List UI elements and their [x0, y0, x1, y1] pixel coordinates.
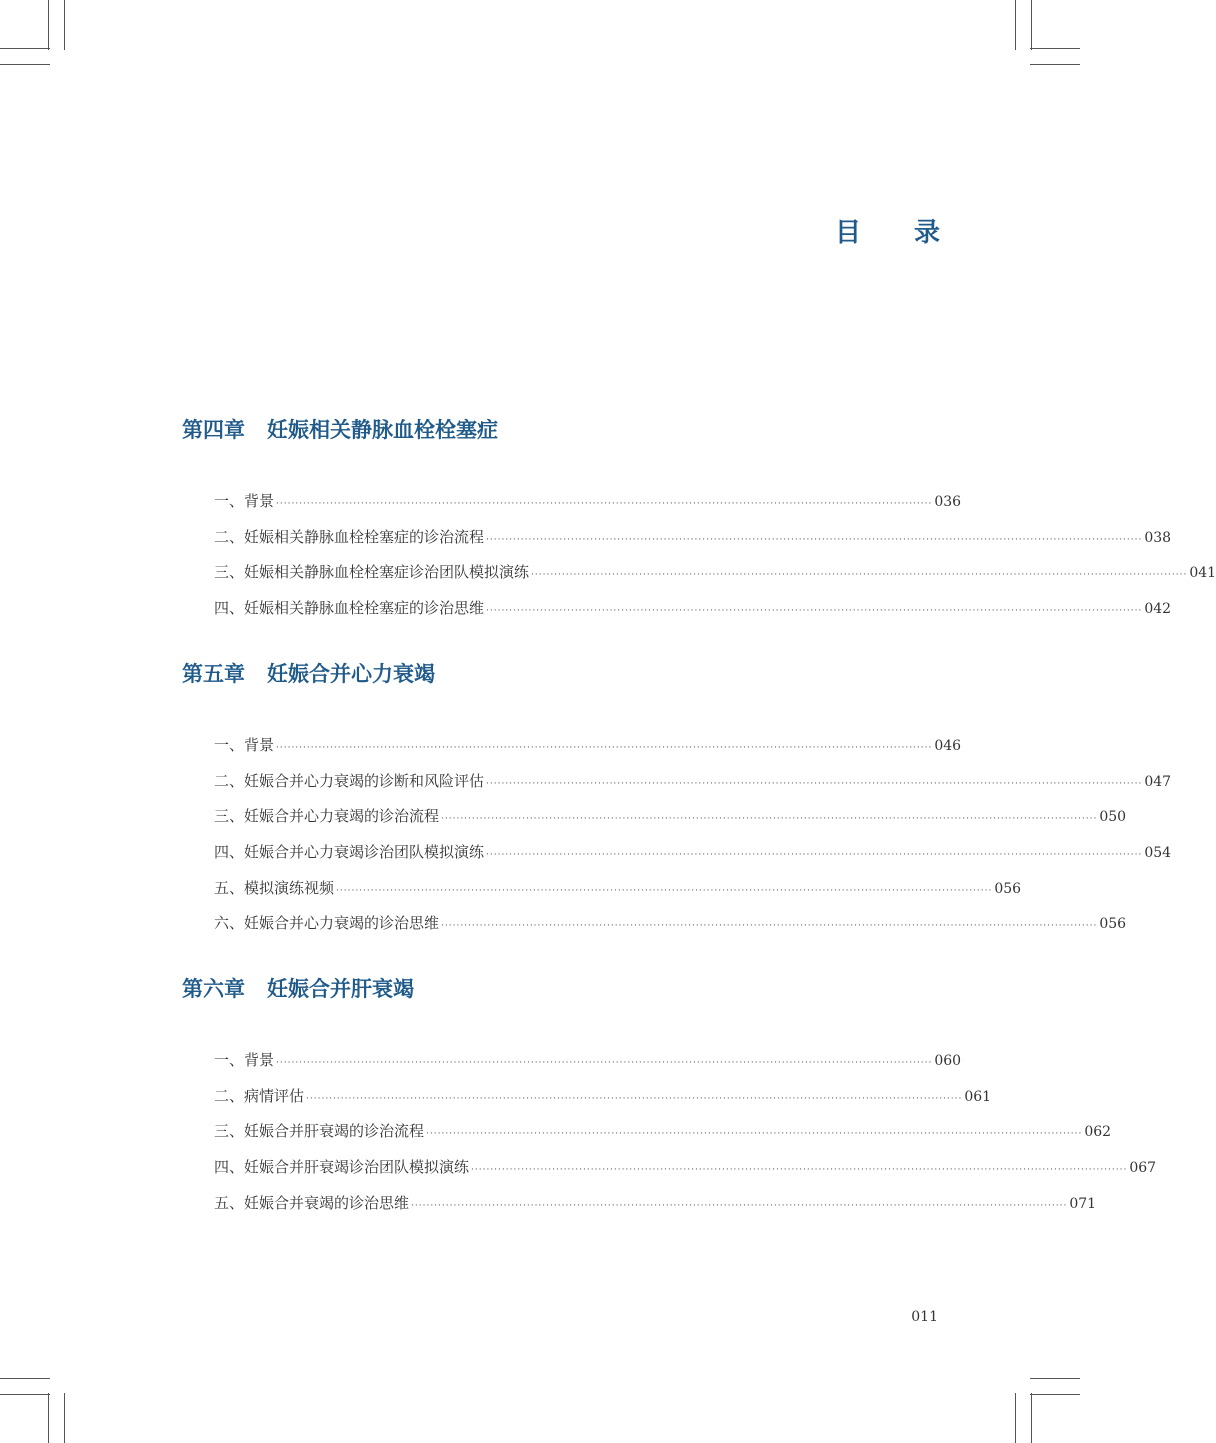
- leader-dots: ··········································································································································································: [486, 778, 1143, 789]
- crop-mark: [1030, 48, 1080, 49]
- crop-mark: [1030, 1378, 1080, 1379]
- toc-entry-page: 060: [934, 1053, 962, 1069]
- toc-entry-page: 067: [1129, 1160, 1157, 1177]
- toc-entry-label: 五、妊娠合并衰竭的诊治思维: [214, 1193, 410, 1212]
- toc-entry-page: 054: [1144, 845, 1172, 862]
- toc-entry-page: 047: [1144, 773, 1172, 790]
- toc-entry-page: 041: [1189, 565, 1216, 582]
- chapter-title: 妊娠相关静脉血栓栓塞症: [267, 418, 498, 442]
- toc-list: [182, 489, 1216, 632]
- leader-dots: ··········································································································································································: [411, 1200, 1068, 1211]
- toc-entry-label: 一、背景: [214, 492, 275, 510]
- toc-entry[interactable]: [214, 596, 1172, 632]
- crop-mark: [1015, 0, 1016, 50]
- toc-entry-label: 五、模拟演练视频: [214, 878, 335, 897]
- toc-entry-label: 二、病情评估: [214, 1086, 305, 1105]
- crop-mark: [1030, 1394, 1080, 1395]
- toc-entry-page: 042: [1144, 601, 1172, 618]
- toc-entry[interactable]: [214, 1119, 1112, 1155]
- chapter-heading: [182, 415, 712, 445]
- leader-dots: ··········································································································································································: [441, 921, 1098, 932]
- toc-entry-page: 038: [1144, 529, 1172, 546]
- toc-entry-label: 四、妊娠合并心力衰竭诊治团队模拟演练: [214, 843, 485, 862]
- toc-entry-label: 三、妊娠相关静脉血栓栓塞症诊治团队模拟演练: [214, 563, 530, 582]
- toc-entry-page: 061: [964, 1088, 992, 1105]
- chapter-heading: [182, 659, 712, 689]
- toc-entry[interactable]: [214, 1084, 992, 1120]
- leader-dots: ··········································································································································································: [426, 1129, 1083, 1140]
- leader-dots: ··········································································································································································: [531, 570, 1188, 581]
- toc-entry[interactable]: [214, 911, 1127, 947]
- crop-mark: [0, 1378, 50, 1379]
- toc-entry-page: 050: [1099, 809, 1127, 826]
- chapter-section: [182, 974, 1157, 1226]
- chapter-number: 第六章: [182, 977, 245, 1001]
- leader-dots: ··········································································································································································: [486, 606, 1143, 617]
- toc-entry-page: 046: [934, 738, 962, 754]
- toc-entry-label: 二、妊娠合并心力衰竭的诊断和风险评估: [214, 771, 485, 790]
- toc-entry-label: 六、妊娠合并心力衰竭的诊治思维: [214, 914, 440, 933]
- toc-entry-page: 071: [1069, 1195, 1097, 1212]
- toc-entry[interactable]: [214, 769, 1172, 805]
- crop-mark: [64, 1393, 65, 1443]
- chapter-section: [182, 659, 1172, 947]
- toc-entry-label: 四、妊娠相关静脉血栓栓塞症的诊治思维: [214, 599, 485, 618]
- leader-dots: ··········································································································································································: [276, 743, 933, 753]
- toc-entry[interactable]: [214, 733, 962, 769]
- toc-entry-label: 三、妊娠合并肝衰竭的诊治流程: [214, 1122, 425, 1141]
- chapter-title: 妊娠合并心力衰竭: [267, 662, 435, 686]
- leader-dots: ··········································································································································································: [306, 1093, 963, 1104]
- toc-entry[interactable]: [214, 876, 1022, 912]
- leader-dots: ··········································································································································································: [336, 885, 993, 896]
- crop-mark: [64, 0, 65, 50]
- crop-mark: [1031, 1393, 1032, 1443]
- chapter-section: [182, 415, 1216, 632]
- toc-entry[interactable]: [214, 1155, 1157, 1191]
- crop-mark: [0, 64, 50, 65]
- leader-dots: ··········································································································································································: [276, 1058, 933, 1068]
- toc-entry[interactable]: [214, 1191, 1097, 1227]
- toc-entry-label: 三、妊娠合并心力衰竭的诊治流程: [214, 807, 440, 826]
- toc-entry-label: 四、妊娠合并肝衰竭诊治团队模拟演练: [214, 1158, 470, 1177]
- toc-entry[interactable]: [214, 1048, 962, 1084]
- crop-mark: [1031, 0, 1032, 50]
- chapter-title: 妊娠合并肝衰竭: [267, 977, 414, 1001]
- toc-entry[interactable]: [214, 560, 1216, 596]
- chapter-number: 第四章: [182, 418, 245, 442]
- leader-dots: ··········································································································································································: [441, 814, 1098, 825]
- toc-entry-label: 一、背景: [214, 736, 275, 754]
- leader-dots: ··········································································································································································: [276, 499, 933, 509]
- toc-entry-label: 一、背景: [214, 1051, 275, 1069]
- chapter-heading: [182, 974, 712, 1004]
- crop-mark: [0, 48, 50, 49]
- toc-entry[interactable]: [214, 840, 1172, 876]
- toc-entry[interactable]: [214, 525, 1172, 561]
- chapter-number: 第五章: [182, 662, 245, 686]
- toc-entry-page: 036: [934, 494, 962, 510]
- page-number: 011: [911, 1309, 938, 1325]
- leader-dots: ··········································································································································································: [486, 850, 1143, 861]
- toc-list: [182, 733, 1172, 947]
- toc-entry-label: 二、妊娠相关静脉血栓栓塞症的诊治流程: [214, 527, 485, 546]
- toc-entry-page: 062: [1084, 1124, 1112, 1141]
- toc-entry[interactable]: [214, 804, 1127, 840]
- toc-entry[interactable]: [214, 489, 962, 525]
- crop-mark: [48, 0, 49, 50]
- toc-entry-page: 056: [1099, 916, 1127, 933]
- leader-dots: ··········································································································································································: [486, 534, 1143, 545]
- crop-mark: [0, 1394, 50, 1395]
- leader-dots: ··········································································································································································: [471, 1165, 1128, 1176]
- toc-entry-page: 056: [994, 880, 1022, 897]
- crop-mark: [1030, 64, 1080, 65]
- crop-mark: [1015, 1393, 1016, 1443]
- page-title: 目 录: [834, 218, 962, 248]
- crop-mark: [48, 1393, 49, 1443]
- toc-list: [182, 1048, 1157, 1226]
